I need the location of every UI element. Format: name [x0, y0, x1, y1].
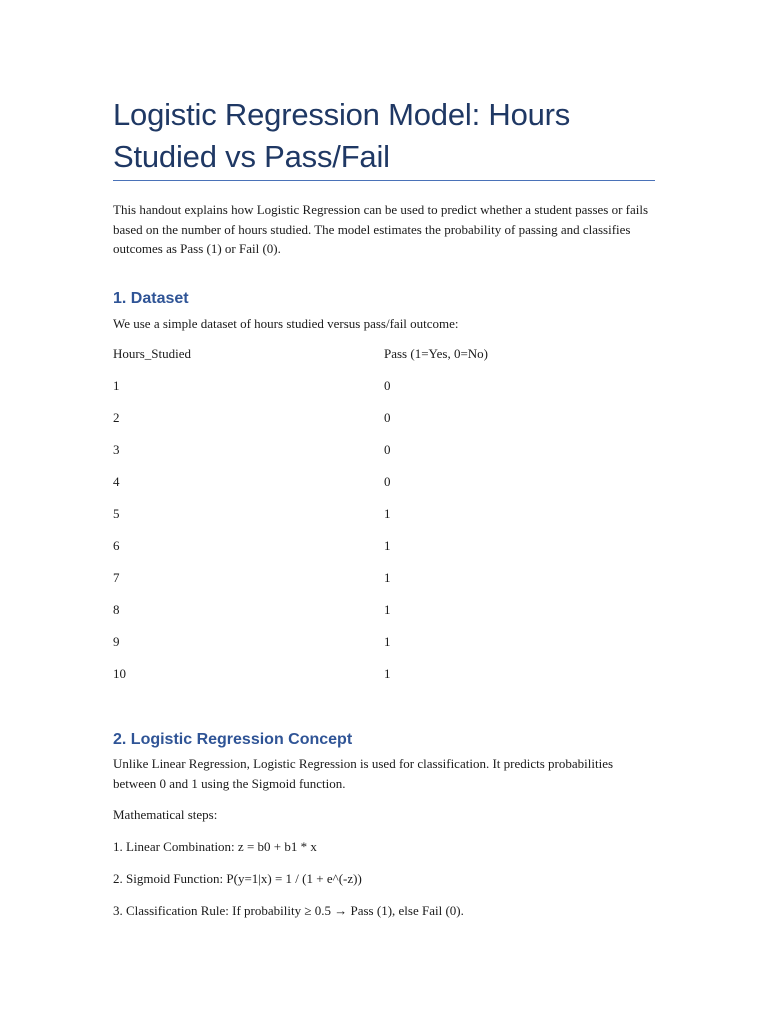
table-row [113, 442, 653, 462]
table-cell-hours: 3 [113, 442, 120, 457]
table-row [113, 538, 653, 558]
table-cell-pass: 1 [384, 666, 391, 681]
section-1-heading: 1. Dataset [113, 290, 189, 307]
table-cell-pass: 0 [384, 442, 391, 457]
table-header-hours: Hours_Studied [113, 346, 191, 361]
table-cell-hours: 9 [113, 634, 120, 649]
table-cell-hours: 6 [113, 538, 120, 553]
table-row [113, 410, 653, 430]
table-header-row [113, 346, 653, 366]
table-row [113, 634, 653, 654]
steps-label: Mathematical steps: [113, 807, 218, 822]
step-item: 2. Sigmoid Function: P(y=1|x) = 1 / (1 + e^(-z)) [113, 871, 362, 886]
table-cell-pass: 1 [384, 634, 391, 649]
table-cell-pass: 0 [384, 474, 391, 489]
title-underline [113, 180, 655, 181]
section-2-heading: 2. Logistic Regression Concept [113, 731, 353, 748]
section-2-text: Unlike Linear Regression, Logistic Regression is used for classification. It predicts probabilities between 0 and 1 using the Sigmoid function. [113, 756, 614, 791]
table-cell-pass: 0 [384, 378, 391, 393]
step-item: 3. Classification Rule: If probability ≥ 0.5 → Pass (1), else Fail (0). [113, 903, 464, 918]
table-cell-hours: 1 [113, 378, 120, 393]
step-item: 1. Linear Combination: z = b0 + b1 * x [113, 839, 317, 854]
page-title: Logistic Regression Model: Hours Studied vs Pass/Fail [113, 97, 571, 174]
table-row [113, 602, 653, 622]
table-cell-pass: 1 [384, 602, 391, 617]
table-cell-hours: 4 [113, 474, 120, 489]
table-cell-hours: 7 [113, 570, 120, 585]
table-row [113, 378, 653, 398]
table-row [113, 474, 653, 494]
section-1-text: We use a simple dataset of hours studied versus pass/fail outcome: [113, 316, 459, 331]
table-cell-pass: 1 [384, 570, 391, 585]
table-cell-hours: 10 [113, 666, 126, 681]
table-cell-hours: 5 [113, 506, 120, 521]
intro-paragraph: This handout explains how Logistic Regression can be used to predict whether a student passes or fails based on the number of hours studied. The model estimates the probability of passing and classifies outcomes as Pass (1) or Fail (0). [113, 202, 649, 256]
table-cell-pass: 1 [384, 506, 391, 521]
table-cell-pass: 1 [384, 538, 391, 553]
table-cell-hours: 8 [113, 602, 120, 617]
table-row [113, 506, 653, 526]
table-header-pass: Pass (1=Yes, 0=No) [384, 346, 488, 361]
table-row [113, 666, 653, 686]
table-row [113, 570, 653, 590]
table-cell-pass: 0 [384, 410, 391, 425]
table-cell-hours: 2 [113, 410, 120, 425]
